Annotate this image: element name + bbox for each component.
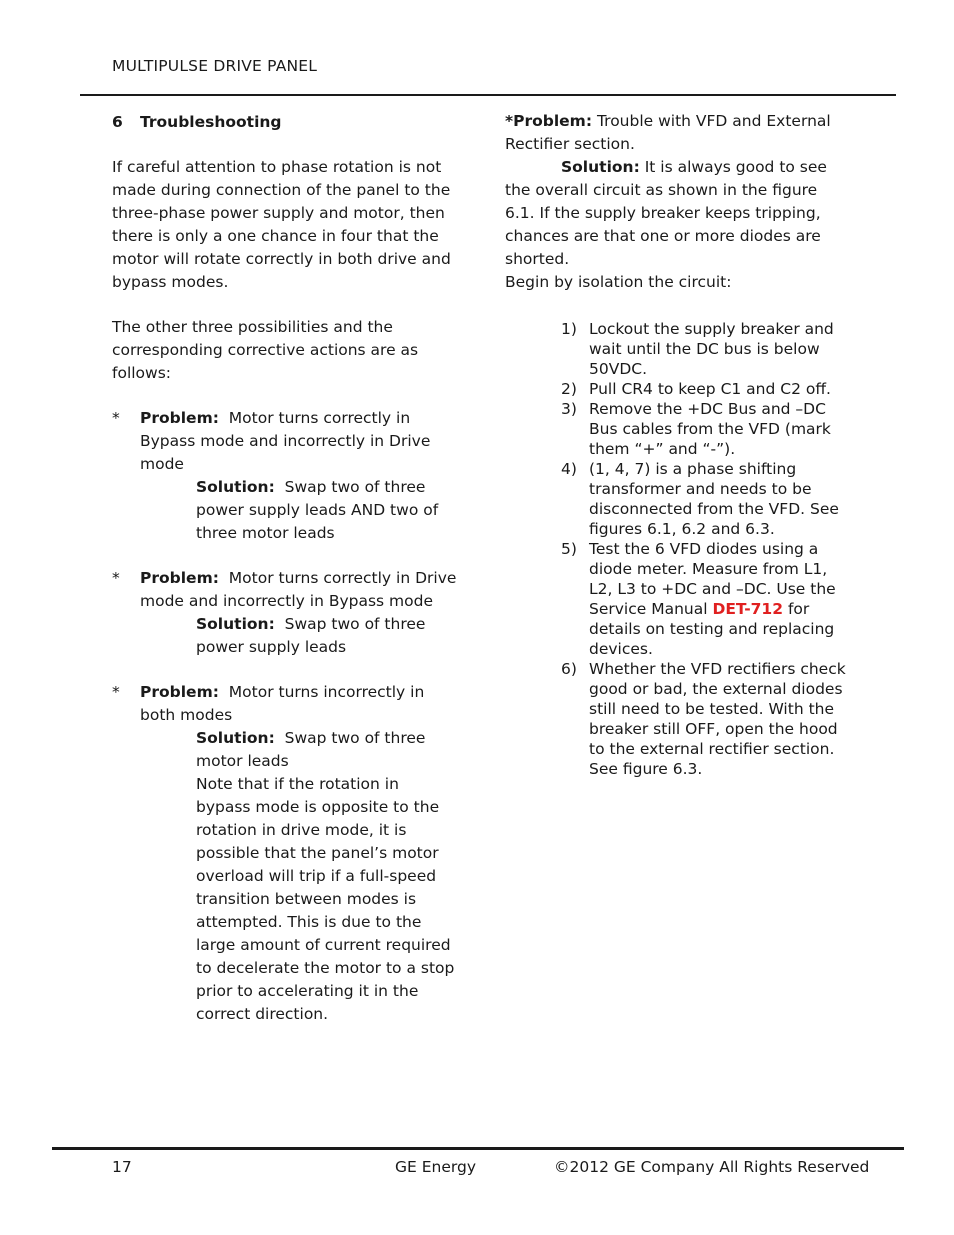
step-text: Whether the VFD rectifiers check good or bad, the external diodes still need to be tested. With the breaker still OFF, open the hood to the external rectifier section. See figure 6.3. [589, 660, 846, 778]
right-column [505, 110, 850, 779]
solution-text [140, 476, 457, 545]
problem-item-2 [112, 567, 457, 659]
solution-desc: Swap two of three power supply leads [196, 615, 426, 656]
vfd-problem [505, 110, 850, 156]
step-text: Pull CR4 to keep C1 and C2 off. [589, 380, 831, 398]
section-number: 6 [112, 113, 123, 131]
step-number: 6) [561, 660, 577, 678]
problem-desc: Motor turns correctly in Drive mode and incorrectly in Bypass mode [140, 569, 457, 610]
solution-label: Solution: [561, 158, 640, 176]
steps-list [505, 319, 850, 779]
solution-desc: It is always good to see the overall circuit as shown in the figure 6.1. If the supply breaker keeps tripping, chances are that one or more diodes are shorted. [505, 158, 827, 268]
problem-text [140, 407, 457, 476]
solution-text [140, 613, 457, 659]
service-manual-link[interactable]: DET-712 [712, 600, 784, 618]
problem-item-1 [112, 407, 457, 545]
solution-desc: Swap two of three power supply leads AND two of three motor leads [196, 478, 439, 542]
bullet: * [112, 409, 120, 427]
footer-copyright: ©2012 GE Company All Rights Reserved [554, 1158, 870, 1176]
list-item [505, 459, 850, 539]
step-text: (1, 4, 7) is a phase shifting transformer and needs to be disconnected from the VFD. See figures 6.1, 6.2 and 6.3. [589, 460, 839, 538]
vfd-solution [505, 156, 850, 271]
step-number: 3) [561, 400, 577, 418]
footer-rule [52, 1147, 904, 1150]
step-number: 2) [561, 380, 577, 398]
footer-company: GE Energy [395, 1158, 476, 1176]
problem-label: Problem: [140, 569, 219, 587]
solution-label: Solution: [196, 729, 275, 747]
list-item [505, 399, 850, 459]
begin-text: Begin by isolation the circuit: [505, 273, 732, 291]
problem-desc: Trouble with VFD and External Rectifier section. [505, 112, 831, 153]
solution-text [140, 727, 457, 773]
solution-label: Solution: [196, 478, 275, 496]
intro-paragraph: If careful attention to phase rotation is not made during connection of the panel to the three-phase power supply and motor, then there is only a one chance in four that the motor will rotate correctly in both drive and bypass modes. [112, 158, 451, 291]
solution-label: Solution: [196, 615, 275, 633]
solution-desc: Swap two of three motor leads [196, 729, 426, 770]
bullet: * [112, 569, 120, 587]
running-header: MULTIPULSE DRIVE PANEL [112, 57, 318, 75]
page-number: 17 [112, 1158, 132, 1176]
step-number: 4) [561, 460, 577, 478]
problem-label: *Problem: [505, 112, 593, 130]
problem-desc: Motor turns correctly in Bypass mode and incorrectly in Drive mode [140, 409, 431, 473]
problem-text [140, 681, 457, 727]
section-heading [112, 111, 457, 134]
step-text: Test the 6 VFD diodes using a diode meter. Measure from L1, L2, L3 to +DC and –DC. Use the Service Manual [589, 540, 836, 618]
left-column [112, 111, 457, 1026]
problem-label: Problem: [140, 683, 219, 701]
problem-item-3 [112, 681, 457, 1026]
step-text: Remove the +DC Bus and –DC Bus cables from the VFD (mark them “+” and “-”). [589, 400, 831, 458]
step-number: 5) [561, 540, 577, 558]
list-item [505, 379, 850, 399]
problem-text [140, 567, 457, 613]
bullet: * [112, 683, 120, 701]
step-number: 1) [561, 320, 577, 338]
header-rule [80, 94, 896, 96]
note-text: Note that if the rotation in bypass mode is opposite to the rotation in drive mode, it is possible that the panel’s motor overload will trip if a full-speed transition between modes is attempted. This is due to the large amount of current required to decelerate the motor to a stop prior to accelerating it in the correct direction. [196, 775, 455, 1023]
section-title: Troubleshooting [140, 113, 282, 131]
problem-label: Problem: [140, 409, 219, 427]
list-item [505, 659, 850, 779]
list-item [505, 539, 850, 659]
intro-paragraph-2: The other three possibilities and the corresponding corrective actions are as follows: [112, 318, 419, 382]
list-item [505, 319, 850, 379]
step-text-tail: for details on testing and replacing devices. [589, 600, 835, 658]
step-text: Lockout the supply breaker and wait until the DC bus is below 50VDC. [589, 320, 834, 378]
problem-desc: Motor turns incorrectly in both modes [140, 683, 425, 724]
